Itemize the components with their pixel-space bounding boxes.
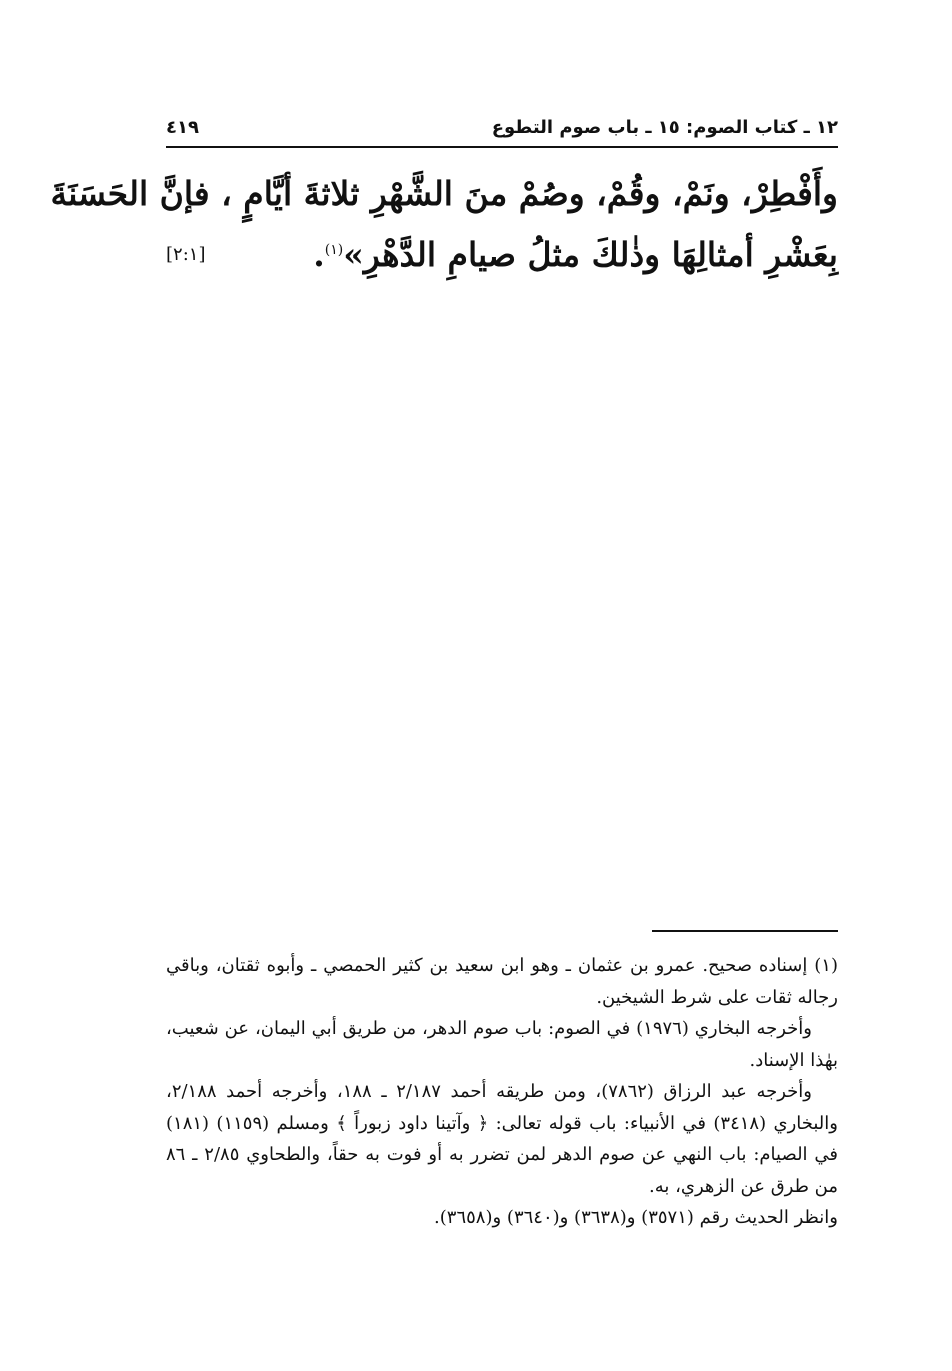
footnote-paragraph-2: وأخرجه البخاري (١٩٧٦) في الصوم: باب صوم الدهر، من طريق أبي اليمان، عن شعيب، بهٰذا الإسناد. xyxy=(166,1018,838,1071)
chapter-title: ١٢ ـ كتاب الصوم: ١٥ ـ باب صوم التطوع xyxy=(491,117,838,138)
page-number: ٤١٩ xyxy=(166,117,199,138)
footnote-paragraph-1: (١) إسناده صحيح. عمرو بن عثمان ـ وهو ابن سعيد بن كثير الحمصي ـ وأبوه ثقتان، وباقي رجاله ثقات على شرط الشيخين. xyxy=(166,955,838,1008)
page-header xyxy=(166,114,838,146)
hadith-line-1 xyxy=(50,166,838,222)
footnote-divider xyxy=(652,930,838,932)
hadith-line-1-text: وأَفْطِرْ، ونَمْ، وقُمْ، وصُمْ منَ الشَّهْرِ ثلاثةَ أيَّامٍ ، فإنَّ الحَسَنَةَ xyxy=(50,174,838,213)
header-divider xyxy=(166,146,838,148)
hadith-line-2-end: . xyxy=(313,235,325,274)
hadith-text xyxy=(50,166,838,289)
footnote-paragraph-3: وأخرجه عبد الرزاق (٧٨٦٢)، ومن طريقه أحمد ٢/١٨٧ ـ ١٨٨، وأخرجه أحمد ٢/١٨٨، والبخاري (٣٤١٨) في الأنبياء: باب قوله تعالى: ﴿ وآتينا داود زبوراً ﴾ ومسلم (١١٥٩) (١٨١) في الصيام: باب النهي عن صوم الدهر لمن تضرر به أو فوت به حقاً، والطحاوي ٢/٨٥ ـ ٨٦ من طرق عن الزهري، به. xyxy=(166,1081,839,1197)
footnotes-section xyxy=(166,950,838,1234)
footnote-marker[interactable]: (١) xyxy=(324,242,344,258)
footnote-paragraph-4: وانظر الحديث رقم (٣٥٧١) و(٣٦٣٨) و(٣٦٤٠) و(٣٦٥٨). xyxy=(434,1207,838,1228)
hadith-line-2 xyxy=(166,222,838,289)
hadith-reference: [٢:١] xyxy=(166,244,206,265)
hadith-line-2-words: بِعَشْرِ أمثالِهَا وذٰلكَ مثلُ صيامِ الدَّهْرِ» xyxy=(343,235,838,274)
hadith-line-2-text xyxy=(313,222,838,283)
